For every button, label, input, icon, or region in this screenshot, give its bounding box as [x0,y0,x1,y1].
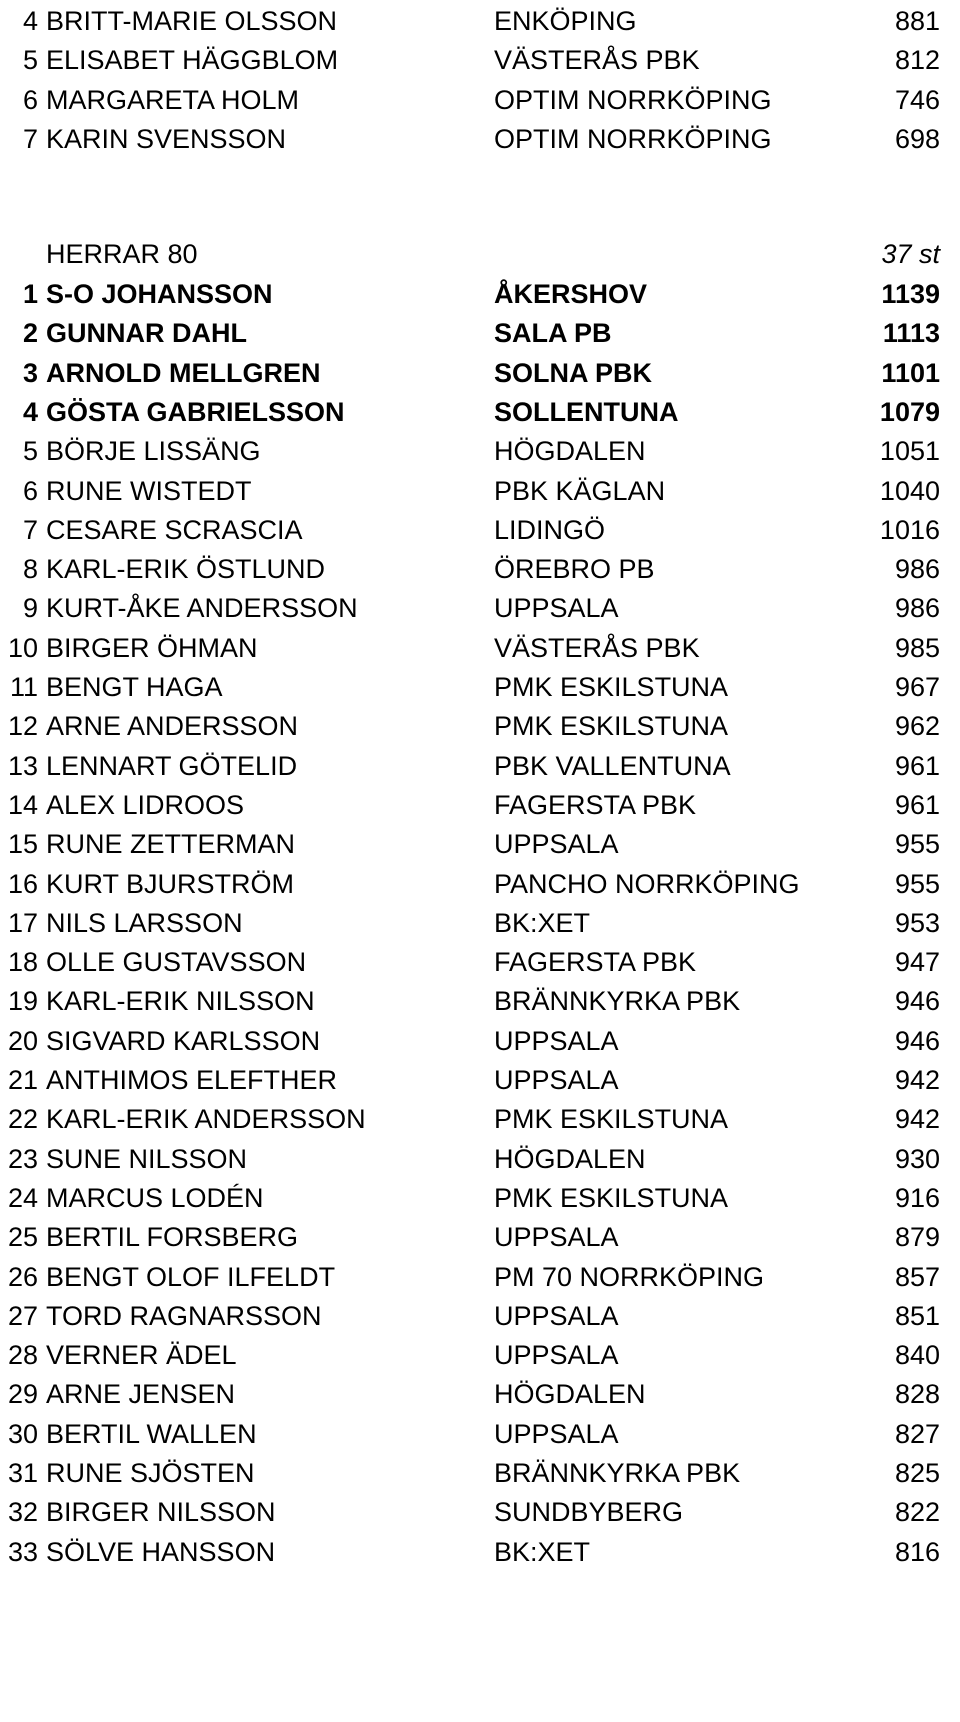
club-name: SUNDBYBERG [494,1497,684,1528]
club-name: BRÄNNKYRKA PBK [494,986,741,1017]
club-name: FAGERSTA PBK [494,947,697,978]
score-cell: 812 [894,45,940,76]
score-cell: 1079 [879,396,940,427]
club-name: PMK ESKILSTUNA [494,1182,729,1213]
result-row [0,902,960,945]
player-name: RUNE ZETTERMAN [46,829,295,860]
rank-cell: 25 [7,1222,38,1253]
score-cell: 986 [894,593,940,624]
player-name: SIGVARD KARLSSON [46,1025,321,1056]
result-row [0,273,960,316]
rank-cell: 23 [7,1143,38,1174]
rank-cell: 10 [7,632,38,663]
club-name: ÖREBRO PB [494,554,655,585]
result-row [0,627,960,670]
score-cell: 851 [894,1300,940,1331]
rank-cell: 13 [7,750,38,781]
player-name: ARNE JENSEN [46,1379,236,1410]
score-cell: 930 [894,1143,940,1174]
player-name: SUNE NILSSON [46,1143,248,1174]
player-name: ELISABET HÄGGBLOM [46,45,339,76]
club-name: PMK ESKILSTUNA [494,672,729,702]
rank-cell: 11 [9,672,38,702]
player-name: VERNER ÄDEL [46,1340,237,1371]
score-cell: 746 [894,84,940,115]
result-row [0,509,960,552]
player-name: BÖRJE LISSÄNG [46,436,261,467]
score-cell: 698 [894,123,940,154]
score-cell: 942 [894,1065,940,1095]
score-cell: 825 [894,1458,940,1488]
score-cell: 953 [894,907,940,938]
result-row [0,1059,960,1102]
score-cell: 985 [894,632,940,663]
player-name: ARNE ANDERSSON [46,711,299,742]
score-cell: 986 [894,554,940,585]
player-name: MARGARETA HOLM [46,84,300,115]
player-name: BENGT OLOF ILFELDT [46,1261,336,1292]
rank-cell: 28 [7,1340,38,1371]
score-cell: 881 [894,6,940,36]
score-cell: 1040 [879,475,940,506]
rank-cell: 1 [22,279,38,309]
result-row [0,312,960,355]
result-row [0,1256,960,1299]
club-name: HÖGDALEN [494,1143,646,1174]
player-name: BIRGER ÖHMAN [46,632,258,663]
player-name: BERTIL WALLEN [46,1418,257,1449]
result-row [0,352,960,395]
player-name: S-O JOHANSSON [46,279,273,309]
player-name: RUNE SJÖSTEN [46,1458,255,1488]
rank-cell: 26 [7,1261,38,1292]
rank-cell: 17 [7,907,38,938]
score-cell: 946 [894,986,940,1017]
result-row [0,118,960,161]
rank-cell: 4 [22,6,38,36]
club-name: UPPSALA [494,1300,619,1331]
club-name: VÄSTERÅS PBK [494,45,700,76]
club-name: UPPSALA [494,593,619,624]
score-cell: 961 [894,750,940,781]
result-row [0,980,960,1023]
score-cell: 955 [894,868,940,899]
player-name: GÖSTA GABRIELSSON [46,396,345,427]
score-cell: 916 [894,1182,940,1213]
score-cell: 827 [894,1418,940,1449]
rank-cell: 21 [7,1065,38,1095]
club-name: HÖGDALEN [494,1379,646,1410]
section-header [0,233,960,276]
result-row [0,391,960,434]
club-name: SOLLENTUNA [494,396,679,427]
club-name: ENKÖPING [494,6,637,36]
score-cell: 942 [894,1104,940,1135]
club-name: OPTIM NORRKÖPING [494,84,772,115]
club-name: PMK ESKILSTUNA [494,1104,729,1135]
score-cell: 1139 [881,279,940,309]
rank-cell: 7 [22,123,38,154]
rank-cell: 22 [7,1104,38,1135]
score-cell: 967 [894,672,940,702]
rank-cell: 29 [7,1379,38,1410]
club-name: UPPSALA [494,1065,619,1095]
rank-cell: 6 [22,475,38,506]
result-row [0,745,960,788]
rank-cell: 20 [7,1025,38,1056]
rank-cell: 12 [7,711,38,742]
rank-cell: 15 [7,829,38,860]
player-name: GUNNAR DAHL [46,318,247,349]
result-row [0,0,960,43]
rank-cell: 7 [22,514,38,545]
club-name: UPPSALA [494,1222,619,1253]
score-cell: 947 [894,947,940,978]
club-name: BK:XET [494,1536,591,1567]
player-name: KURT BJURSTRÖM [46,868,295,899]
club-name: BK:XET [494,907,591,938]
score-cell: 1016 [879,514,940,545]
player-name: KURT-ÅKE ANDERSSON [46,593,358,624]
result-row [0,941,960,984]
player-name: KARL-ERIK ANDERSSON [46,1104,366,1135]
player-name: KARL-ERIK ÖSTLUND [46,554,326,585]
rank-cell: 18 [7,947,38,978]
player-name: OLLE GUSTAVSSON [46,947,307,978]
result-row [0,705,960,748]
player-name: NILS LARSSON [46,907,243,938]
result-row [0,79,960,122]
rank-cell: 5 [22,436,38,467]
result-row [0,587,960,630]
result-row [0,1373,960,1416]
rank-cell: 31 [7,1458,38,1488]
rank-cell: 33 [7,1536,38,1567]
rank-cell: 3 [22,357,38,388]
section-count: 37 st [881,239,940,269]
score-cell: 816 [894,1536,940,1567]
result-row [0,1531,960,1574]
player-name: LENNART GÖTELID [46,750,298,781]
player-name: KARL-ERIK NILSSON [46,986,315,1017]
player-name: BERTIL FORSBERG [46,1222,299,1253]
player-name: ARNOLD MELLGREN [46,357,321,388]
player-name: ANTHIMOS ELEFTHER [46,1065,338,1095]
rank-cell: 14 [7,789,38,820]
score-cell: 822 [894,1497,940,1528]
rank-cell: 19 [7,986,38,1017]
club-name: UPPSALA [494,1025,619,1056]
result-row [0,863,960,906]
club-name: LIDINGÖ [494,514,606,545]
result-row [0,548,960,591]
club-name: PANCHO NORRKÖPING [494,868,800,899]
result-row [0,1413,960,1456]
result-row [0,1216,960,1259]
club-name: OPTIM NORRKÖPING [494,123,772,154]
rank-cell: 24 [7,1182,38,1213]
club-name: UPPSALA [494,1340,619,1371]
result-row [0,784,960,827]
score-cell: 857 [894,1261,940,1292]
club-name: PBK KÄGLAN [494,475,666,506]
rank-cell: 27 [7,1300,38,1331]
result-row [0,823,960,866]
score-cell: 840 [894,1340,940,1371]
player-name: CESARE SCRASCIA [46,514,303,545]
result-row [0,1020,960,1063]
player-name: KARIN SVENSSON [46,123,287,154]
score-cell: 961 [894,789,940,820]
player-name: SÖLVE HANSSON [46,1536,276,1567]
rank-cell: 30 [7,1418,38,1449]
result-row [0,470,960,513]
club-name: UPPSALA [494,1418,619,1449]
club-name: ÅKERSHOV [494,279,648,309]
player-name: TORD RAGNARSSON [46,1300,322,1331]
result-row [0,1098,960,1141]
player-name: BIRGER NILSSON [46,1497,276,1528]
rank-cell: 2 [22,318,38,349]
player-name: BENGT HAGA [46,672,223,702]
rank-cell: 16 [7,868,38,899]
rank-cell: 32 [7,1497,38,1528]
player-name: RUNE WISTEDT [46,475,252,506]
club-name: PMK ESKILSTUNA [494,711,729,742]
result-row [0,1177,960,1220]
score-cell: 879 [894,1222,940,1253]
rank-cell: 4 [22,396,38,427]
club-name: UPPSALA [494,829,619,860]
score-cell: 1051 [879,436,940,467]
club-name: BRÄNNKYRKA PBK [494,1458,741,1488]
score-cell: 955 [894,829,940,860]
score-cell: 828 [894,1379,940,1410]
player-name: ALEX LIDROOS [46,789,245,820]
score-cell: 1113 [882,318,940,349]
score-cell: 946 [894,1025,940,1056]
player-name: BRITT-MARIE OLSSON [46,6,338,36]
section-title: HERRAR 80 [46,239,198,269]
club-name: HÖGDALEN [494,436,646,467]
result-row [0,1334,960,1377]
rank-cell: 8 [22,554,38,585]
rank-cell: 6 [22,84,38,115]
result-row [0,1452,960,1495]
club-name: PBK VALLENTUNA [494,750,731,781]
result-row [0,1138,960,1181]
result-row [0,1491,960,1534]
score-cell: 1101 [881,357,940,388]
club-name: SOLNA PBK [494,357,653,388]
score-cell: 962 [894,711,940,742]
club-name: PM 70 NORRKÖPING [494,1261,765,1292]
result-row [0,430,960,473]
player-name: MARCUS LODÉN [46,1182,264,1213]
rank-cell: 5 [22,45,38,76]
rank-cell: 9 [22,593,38,624]
club-name: FAGERSTA PBK [494,789,697,820]
club-name: VÄSTERÅS PBK [494,632,700,663]
result-row [0,1295,960,1338]
club-name: SALA PB [494,318,612,349]
result-row [0,39,960,82]
result-row [0,666,960,709]
